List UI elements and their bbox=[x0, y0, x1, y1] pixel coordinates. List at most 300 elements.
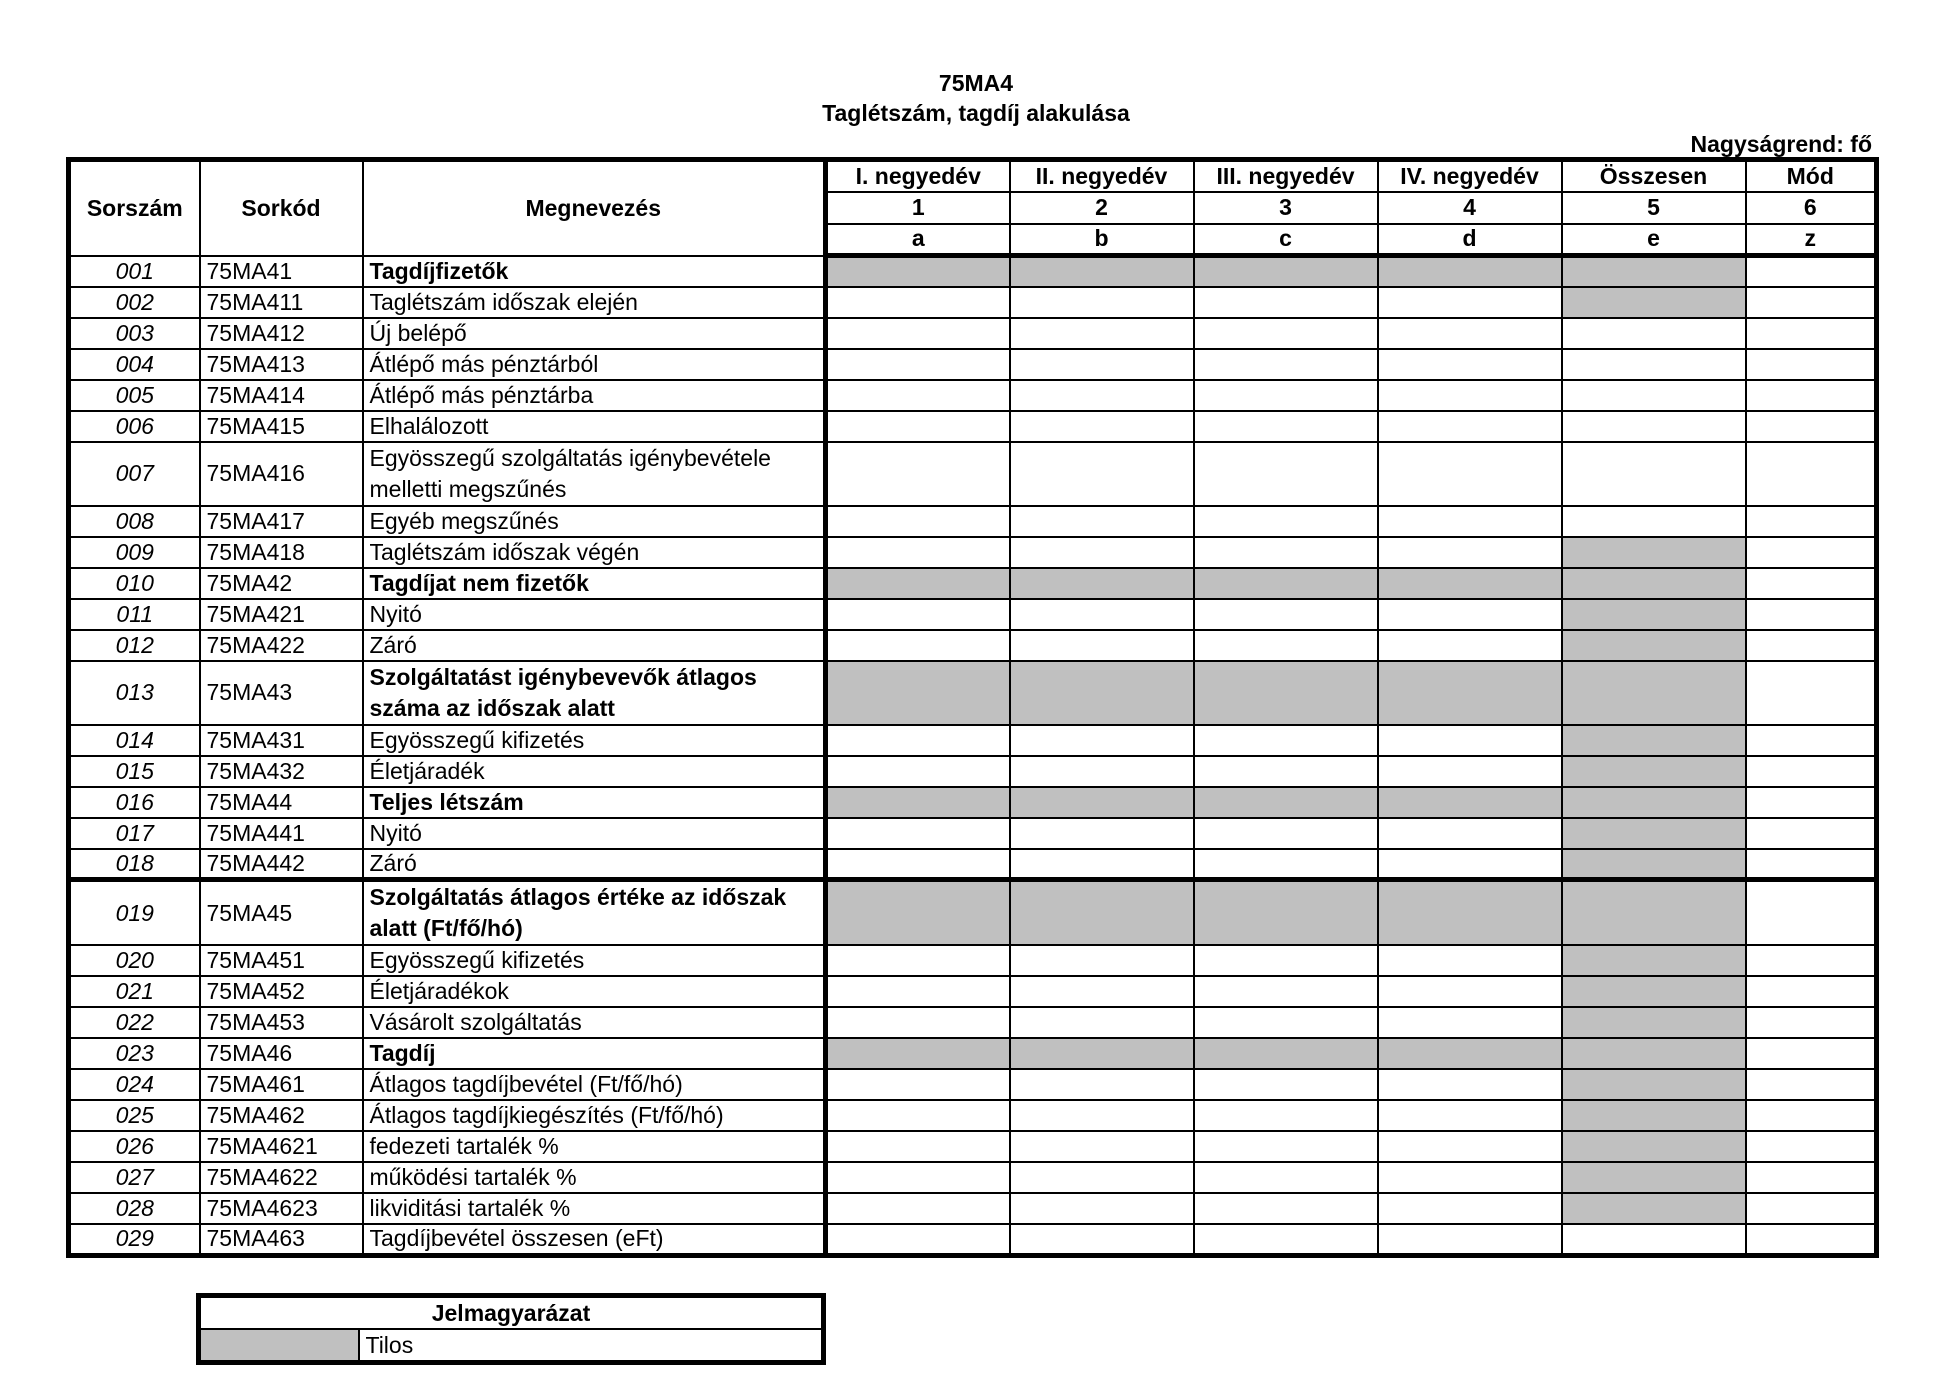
table-row bbox=[69, 411, 1877, 442]
input-cell[interactable] bbox=[1194, 1224, 1378, 1255]
input-cell[interactable] bbox=[1378, 756, 1562, 787]
table-row bbox=[69, 287, 1877, 318]
forbidden-cell bbox=[1378, 568, 1562, 599]
row-number: 020 bbox=[69, 945, 200, 976]
table-row bbox=[69, 256, 1877, 287]
input-cell[interactable] bbox=[1010, 506, 1194, 537]
input-cell[interactable] bbox=[1010, 411, 1194, 442]
input-cell[interactable] bbox=[1378, 537, 1562, 568]
input-cell[interactable] bbox=[1378, 976, 1562, 1007]
input-cell[interactable] bbox=[1010, 599, 1194, 630]
table-row bbox=[69, 787, 1877, 818]
table-row bbox=[69, 818, 1877, 849]
table-row bbox=[69, 1069, 1877, 1100]
input-cell[interactable] bbox=[1010, 1131, 1194, 1162]
input-cell[interactable] bbox=[1378, 725, 1562, 756]
input-cell[interactable] bbox=[1378, 1224, 1562, 1255]
row-code: 75MA44 bbox=[200, 787, 363, 818]
legend-swatch bbox=[199, 1329, 359, 1363]
header-sorkod: Sorkód bbox=[200, 160, 363, 256]
legend-title: Jelmagyarázat bbox=[199, 1296, 824, 1330]
input-cell[interactable] bbox=[1562, 442, 1746, 506]
table-row bbox=[69, 945, 1877, 976]
input-cell[interactable] bbox=[826, 287, 1010, 318]
forbidden-cell bbox=[1194, 787, 1378, 818]
row-name: Átlagos tagdíjkiegészítés (Ft/fő/hó) bbox=[363, 1100, 826, 1131]
forbidden-cell bbox=[1010, 256, 1194, 287]
row-number: 027 bbox=[69, 1162, 200, 1193]
input-cell[interactable] bbox=[826, 537, 1010, 568]
forbidden-cell bbox=[1562, 537, 1746, 568]
row-name: Elhalálozott bbox=[363, 411, 826, 442]
row-number: 006 bbox=[69, 411, 200, 442]
input-cell[interactable] bbox=[1378, 1193, 1562, 1224]
forbidden-cell bbox=[1562, 1193, 1746, 1224]
forbidden-cell bbox=[1378, 1038, 1562, 1069]
input-cell[interactable] bbox=[1746, 1069, 1877, 1100]
row-code: 75MA46 bbox=[200, 1038, 363, 1069]
input-cell[interactable] bbox=[1010, 380, 1194, 411]
input-cell[interactable] bbox=[1010, 725, 1194, 756]
input-cell[interactable] bbox=[826, 976, 1010, 1007]
table-row bbox=[69, 630, 1877, 661]
page-title: Taglétszám, tagdíj alakulása bbox=[822, 100, 1130, 126]
row-number: 022 bbox=[69, 1007, 200, 1038]
table-row bbox=[69, 599, 1877, 630]
input-cell[interactable] bbox=[1194, 630, 1378, 661]
table-row bbox=[69, 568, 1877, 599]
header-column-letter: z bbox=[1746, 224, 1877, 256]
input-cell[interactable] bbox=[1010, 1069, 1194, 1100]
input-cell[interactable] bbox=[826, 349, 1010, 380]
input-cell[interactable] bbox=[1194, 318, 1378, 349]
input-cell[interactable] bbox=[1562, 380, 1746, 411]
input-cell[interactable] bbox=[1194, 349, 1378, 380]
forbidden-cell bbox=[1378, 661, 1562, 725]
row-name: Átlépő más pénztárba bbox=[363, 380, 826, 411]
table-row bbox=[69, 537, 1877, 568]
table-row bbox=[69, 1038, 1877, 1069]
input-cell[interactable] bbox=[1562, 318, 1746, 349]
input-cell[interactable] bbox=[826, 1131, 1010, 1162]
forbidden-cell bbox=[1194, 880, 1378, 946]
row-number: 013 bbox=[69, 661, 200, 725]
input-cell[interactable] bbox=[826, 1100, 1010, 1131]
forbidden-cell bbox=[1562, 1007, 1746, 1038]
forbidden-cell bbox=[1194, 568, 1378, 599]
forbidden-cell bbox=[1562, 1038, 1746, 1069]
row-code: 75MA412 bbox=[200, 318, 363, 349]
row-code: 75MA4621 bbox=[200, 1131, 363, 1162]
row-code: 75MA461 bbox=[200, 1069, 363, 1100]
input-cell[interactable] bbox=[1746, 976, 1877, 1007]
input-cell[interactable] bbox=[826, 756, 1010, 787]
row-number: 029 bbox=[69, 1224, 200, 1255]
input-cell[interactable] bbox=[1746, 318, 1877, 349]
row-code: 75MA418 bbox=[200, 537, 363, 568]
row-name: Új belépő bbox=[363, 318, 826, 349]
input-cell[interactable] bbox=[1010, 945, 1194, 976]
forbidden-cell bbox=[826, 661, 1010, 725]
input-cell[interactable] bbox=[1010, 849, 1194, 880]
legend-item-label: Tilos bbox=[359, 1329, 824, 1363]
input-cell[interactable] bbox=[1746, 537, 1877, 568]
input-cell[interactable] bbox=[1746, 661, 1877, 725]
input-cell[interactable] bbox=[1378, 506, 1562, 537]
row-code: 75MA441 bbox=[200, 818, 363, 849]
row-code: 75MA432 bbox=[200, 756, 363, 787]
row-code: 75MA422 bbox=[200, 630, 363, 661]
header-column-number: 2 bbox=[1010, 192, 1194, 224]
input-cell[interactable] bbox=[1746, 630, 1877, 661]
row-name: Egyéb megszűnés bbox=[363, 506, 826, 537]
header-megnevezes: Megnevezés bbox=[363, 160, 826, 256]
forbidden-cell bbox=[1010, 661, 1194, 725]
header-sorszam: Sorszám bbox=[69, 160, 200, 256]
input-cell[interactable] bbox=[1378, 1069, 1562, 1100]
input-cell[interactable] bbox=[1746, 256, 1877, 287]
forbidden-cell bbox=[1562, 661, 1746, 725]
row-name: Átlagos tagdíjbevétel (Ft/fő/hó) bbox=[363, 1069, 826, 1100]
input-cell[interactable] bbox=[1194, 818, 1378, 849]
header-period-label: III. negyedév bbox=[1194, 160, 1378, 192]
row-number: 019 bbox=[69, 880, 200, 946]
table-row bbox=[69, 380, 1877, 411]
input-cell[interactable] bbox=[1010, 1100, 1194, 1131]
input-cell[interactable] bbox=[1378, 599, 1562, 630]
input-cell[interactable] bbox=[1746, 1131, 1877, 1162]
forbidden-cell bbox=[1010, 568, 1194, 599]
forbidden-cell bbox=[1562, 787, 1746, 818]
row-code: 75MA421 bbox=[200, 599, 363, 630]
input-cell[interactable] bbox=[1746, 849, 1877, 880]
forbidden-cell bbox=[1562, 256, 1746, 287]
table-row bbox=[69, 349, 1877, 380]
forbidden-cell bbox=[1010, 1038, 1194, 1069]
row-name: Taglétszám időszak végén bbox=[363, 537, 826, 568]
input-cell[interactable] bbox=[1010, 1007, 1194, 1038]
forbidden-cell bbox=[1010, 787, 1194, 818]
input-cell[interactable] bbox=[826, 411, 1010, 442]
input-cell[interactable] bbox=[1194, 849, 1378, 880]
row-name: Szolgáltatást igénybevevők átlagos száma az időszak alatt bbox=[363, 661, 826, 725]
forbidden-cell bbox=[1562, 287, 1746, 318]
header-column-number: 3 bbox=[1194, 192, 1378, 224]
row-number: 005 bbox=[69, 380, 200, 411]
table-row bbox=[69, 318, 1877, 349]
row-name: Átlépő más pénztárból bbox=[363, 349, 826, 380]
header-column-number: 4 bbox=[1378, 192, 1562, 224]
input-cell[interactable] bbox=[826, 1224, 1010, 1255]
input-cell[interactable] bbox=[826, 1069, 1010, 1100]
input-cell[interactable] bbox=[1746, 787, 1877, 818]
input-cell[interactable] bbox=[1746, 568, 1877, 599]
header-column-number: 6 bbox=[1746, 192, 1877, 224]
header-column-number: 1 bbox=[826, 192, 1010, 224]
input-cell[interactable] bbox=[1746, 1224, 1877, 1255]
data-table bbox=[66, 157, 1879, 1258]
input-cell[interactable] bbox=[826, 945, 1010, 976]
table-row bbox=[69, 880, 1877, 946]
input-cell[interactable] bbox=[826, 442, 1010, 506]
input-cell[interactable] bbox=[1746, 599, 1877, 630]
header-column-letter: b bbox=[1010, 224, 1194, 256]
forbidden-cell bbox=[826, 568, 1010, 599]
table-row bbox=[69, 1193, 1877, 1224]
header-period-label: I. negyedév bbox=[826, 160, 1010, 192]
input-cell[interactable] bbox=[1746, 349, 1877, 380]
row-name: Egyösszegű szolgáltatás igénybevétele melletti megszűnés bbox=[363, 442, 826, 506]
forbidden-cell bbox=[1562, 568, 1746, 599]
row-name: Életjáradék bbox=[363, 756, 826, 787]
row-number: 012 bbox=[69, 630, 200, 661]
forbidden-cell bbox=[1562, 756, 1746, 787]
row-name: Tagdíjfizetők bbox=[363, 256, 826, 287]
row-number: 018 bbox=[69, 849, 200, 880]
row-number: 016 bbox=[69, 787, 200, 818]
row-number: 021 bbox=[69, 976, 200, 1007]
table-row bbox=[69, 1007, 1877, 1038]
forbidden-cell bbox=[1194, 1038, 1378, 1069]
input-cell[interactable] bbox=[1010, 1224, 1194, 1255]
row-code: 75MA411 bbox=[200, 287, 363, 318]
input-cell[interactable] bbox=[1746, 506, 1877, 537]
header-period-label: Összesen bbox=[1562, 160, 1746, 192]
forbidden-cell bbox=[1562, 880, 1746, 946]
input-cell[interactable] bbox=[1378, 1007, 1562, 1038]
forbidden-cell bbox=[1562, 849, 1746, 880]
table-row bbox=[69, 1131, 1877, 1162]
row-number: 010 bbox=[69, 568, 200, 599]
table-row bbox=[69, 976, 1877, 1007]
input-cell[interactable] bbox=[826, 506, 1010, 537]
input-cell[interactable] bbox=[826, 1162, 1010, 1193]
row-code: 75MA452 bbox=[200, 976, 363, 1007]
input-cell[interactable] bbox=[1378, 318, 1562, 349]
input-cell[interactable] bbox=[826, 318, 1010, 349]
table-body bbox=[69, 256, 1877, 1256]
row-number: 003 bbox=[69, 318, 200, 349]
row-code: 75MA41 bbox=[200, 256, 363, 287]
row-number: 017 bbox=[69, 818, 200, 849]
input-cell[interactable] bbox=[1194, 725, 1378, 756]
forbidden-cell bbox=[1562, 630, 1746, 661]
table-row bbox=[69, 1162, 1877, 1193]
input-cell[interactable] bbox=[1746, 1038, 1877, 1069]
row-number: 028 bbox=[69, 1193, 200, 1224]
row-name: működési tartalék % bbox=[363, 1162, 826, 1193]
row-name: Egyösszegű kifizetés bbox=[363, 725, 826, 756]
input-cell[interactable] bbox=[1194, 1131, 1378, 1162]
row-number: 014 bbox=[69, 725, 200, 756]
input-cell[interactable] bbox=[1746, 818, 1877, 849]
input-cell[interactable] bbox=[1746, 287, 1877, 318]
input-cell[interactable] bbox=[1746, 945, 1877, 976]
input-cell[interactable] bbox=[1010, 1162, 1194, 1193]
row-number: 001 bbox=[69, 256, 200, 287]
input-cell[interactable] bbox=[1010, 349, 1194, 380]
input-cell[interactable] bbox=[826, 1193, 1010, 1224]
row-name: Nyitó bbox=[363, 599, 826, 630]
table-row bbox=[69, 661, 1877, 725]
input-cell[interactable] bbox=[1010, 630, 1194, 661]
input-cell[interactable] bbox=[1194, 1193, 1378, 1224]
input-cell[interactable] bbox=[1746, 1100, 1877, 1131]
input-cell[interactable] bbox=[826, 725, 1010, 756]
input-cell[interactable] bbox=[1378, 349, 1562, 380]
row-name: Életjáradékok bbox=[363, 976, 826, 1007]
input-cell[interactable] bbox=[1010, 537, 1194, 568]
forbidden-cell bbox=[826, 787, 1010, 818]
header-column-letter: d bbox=[1378, 224, 1562, 256]
input-cell[interactable] bbox=[1194, 411, 1378, 442]
forbidden-cell bbox=[1562, 1131, 1746, 1162]
input-cell[interactable] bbox=[1378, 287, 1562, 318]
forbidden-cell bbox=[1562, 976, 1746, 1007]
document-header bbox=[0, 68, 1952, 128]
input-cell[interactable] bbox=[1562, 349, 1746, 380]
row-name: Egyösszegű kifizetés bbox=[363, 945, 826, 976]
row-code: 75MA417 bbox=[200, 506, 363, 537]
forbidden-cell bbox=[1194, 661, 1378, 725]
input-cell[interactable] bbox=[1562, 411, 1746, 442]
row-code: 75MA463 bbox=[200, 1224, 363, 1255]
input-cell[interactable] bbox=[1010, 318, 1194, 349]
input-cell[interactable] bbox=[826, 1007, 1010, 1038]
table-row bbox=[69, 506, 1877, 537]
input-cell[interactable] bbox=[1194, 287, 1378, 318]
input-cell[interactable] bbox=[1746, 442, 1877, 506]
row-code: 75MA413 bbox=[200, 349, 363, 380]
row-name: Vásárolt szolgáltatás bbox=[363, 1007, 826, 1038]
row-code: 75MA453 bbox=[200, 1007, 363, 1038]
input-cell[interactable] bbox=[1010, 1193, 1194, 1224]
table-row bbox=[69, 725, 1877, 756]
table-row bbox=[69, 1100, 1877, 1131]
input-cell[interactable] bbox=[1746, 725, 1877, 756]
row-name: Nyitó bbox=[363, 818, 826, 849]
forbidden-cell bbox=[826, 1038, 1010, 1069]
row-code: 75MA416 bbox=[200, 442, 363, 506]
forbidden-cell bbox=[1562, 818, 1746, 849]
row-code: 75MA4622 bbox=[200, 1162, 363, 1193]
row-number: 026 bbox=[69, 1131, 200, 1162]
input-cell[interactable] bbox=[1010, 976, 1194, 1007]
input-cell[interactable] bbox=[1194, 506, 1378, 537]
row-code: 75MA414 bbox=[200, 380, 363, 411]
input-cell[interactable] bbox=[1378, 1100, 1562, 1131]
forbidden-cell bbox=[1378, 256, 1562, 287]
forbidden-cell bbox=[1378, 787, 1562, 818]
input-cell[interactable] bbox=[1194, 756, 1378, 787]
input-cell[interactable] bbox=[1378, 411, 1562, 442]
input-cell[interactable] bbox=[1194, 1162, 1378, 1193]
row-name: Szolgáltatás átlagos értéke az időszak alatt (Ft/fő/hó) bbox=[363, 880, 826, 946]
row-name: Taglétszám időszak elején bbox=[363, 287, 826, 318]
input-cell[interactable] bbox=[1194, 537, 1378, 568]
input-cell[interactable] bbox=[826, 849, 1010, 880]
input-cell[interactable] bbox=[1194, 380, 1378, 411]
table-row bbox=[69, 849, 1877, 880]
input-cell[interactable] bbox=[1378, 945, 1562, 976]
input-cell[interactable] bbox=[1378, 1131, 1562, 1162]
row-number: 025 bbox=[69, 1100, 200, 1131]
header-period-label: IV. negyedév bbox=[1378, 160, 1562, 192]
input-cell[interactable] bbox=[1194, 442, 1378, 506]
forbidden-cell bbox=[1562, 1100, 1746, 1131]
input-cell[interactable] bbox=[826, 818, 1010, 849]
input-cell[interactable] bbox=[1562, 1224, 1746, 1255]
input-cell[interactable] bbox=[1746, 1007, 1877, 1038]
input-cell[interactable] bbox=[1746, 756, 1877, 787]
row-code: 75MA462 bbox=[200, 1100, 363, 1131]
header-column-number: 5 bbox=[1562, 192, 1746, 224]
input-cell[interactable] bbox=[1194, 1007, 1378, 1038]
input-cell[interactable] bbox=[1746, 1162, 1877, 1193]
input-cell[interactable] bbox=[1378, 1162, 1562, 1193]
input-cell[interactable] bbox=[826, 630, 1010, 661]
input-cell[interactable] bbox=[1378, 818, 1562, 849]
row-number: 008 bbox=[69, 506, 200, 537]
input-cell[interactable] bbox=[1378, 380, 1562, 411]
input-cell[interactable] bbox=[1010, 442, 1194, 506]
input-cell[interactable] bbox=[1194, 1100, 1378, 1131]
row-name: likviditási tartalék % bbox=[363, 1193, 826, 1224]
input-cell[interactable] bbox=[1746, 380, 1877, 411]
table-row bbox=[69, 1224, 1877, 1255]
row-number: 009 bbox=[69, 537, 200, 568]
row-code: 75MA4623 bbox=[200, 1193, 363, 1224]
input-cell[interactable] bbox=[826, 599, 1010, 630]
input-cell[interactable] bbox=[1194, 976, 1378, 1007]
input-cell[interactable] bbox=[1562, 506, 1746, 537]
input-cell[interactable] bbox=[1010, 287, 1194, 318]
legend bbox=[196, 1293, 826, 1365]
input-cell[interactable] bbox=[1194, 945, 1378, 976]
row-number: 007 bbox=[69, 442, 200, 506]
row-name: fedezeti tartalék % bbox=[363, 1131, 826, 1162]
row-code: 75MA415 bbox=[200, 411, 363, 442]
forbidden-cell bbox=[1562, 725, 1746, 756]
input-cell[interactable] bbox=[1194, 599, 1378, 630]
row-number: 011 bbox=[69, 599, 200, 630]
input-cell[interactable] bbox=[1010, 818, 1194, 849]
forbidden-cell bbox=[826, 256, 1010, 287]
forbidden-cell bbox=[826, 880, 1010, 946]
input-cell[interactable] bbox=[1194, 1069, 1378, 1100]
input-cell[interactable] bbox=[1378, 849, 1562, 880]
row-number: 023 bbox=[69, 1038, 200, 1069]
table-row bbox=[69, 756, 1877, 787]
row-code: 75MA43 bbox=[200, 661, 363, 725]
row-code: 75MA42 bbox=[200, 568, 363, 599]
magnitude-note: Nagyságrend: fő bbox=[1690, 131, 1872, 157]
table-row bbox=[69, 442, 1877, 506]
input-cell[interactable] bbox=[826, 380, 1010, 411]
input-cell[interactable] bbox=[1746, 411, 1877, 442]
row-number: 004 bbox=[69, 349, 200, 380]
header-column-letter: a bbox=[826, 224, 1010, 256]
input-cell[interactable] bbox=[1746, 880, 1877, 946]
row-number: 002 bbox=[69, 287, 200, 318]
forbidden-cell bbox=[1562, 1162, 1746, 1193]
input-cell[interactable] bbox=[1746, 1193, 1877, 1224]
input-cell[interactable] bbox=[1378, 442, 1562, 506]
input-cell[interactable] bbox=[1378, 630, 1562, 661]
forbidden-cell bbox=[1010, 880, 1194, 946]
input-cell[interactable] bbox=[1010, 756, 1194, 787]
form-code: 75MA4 bbox=[938, 70, 1014, 96]
